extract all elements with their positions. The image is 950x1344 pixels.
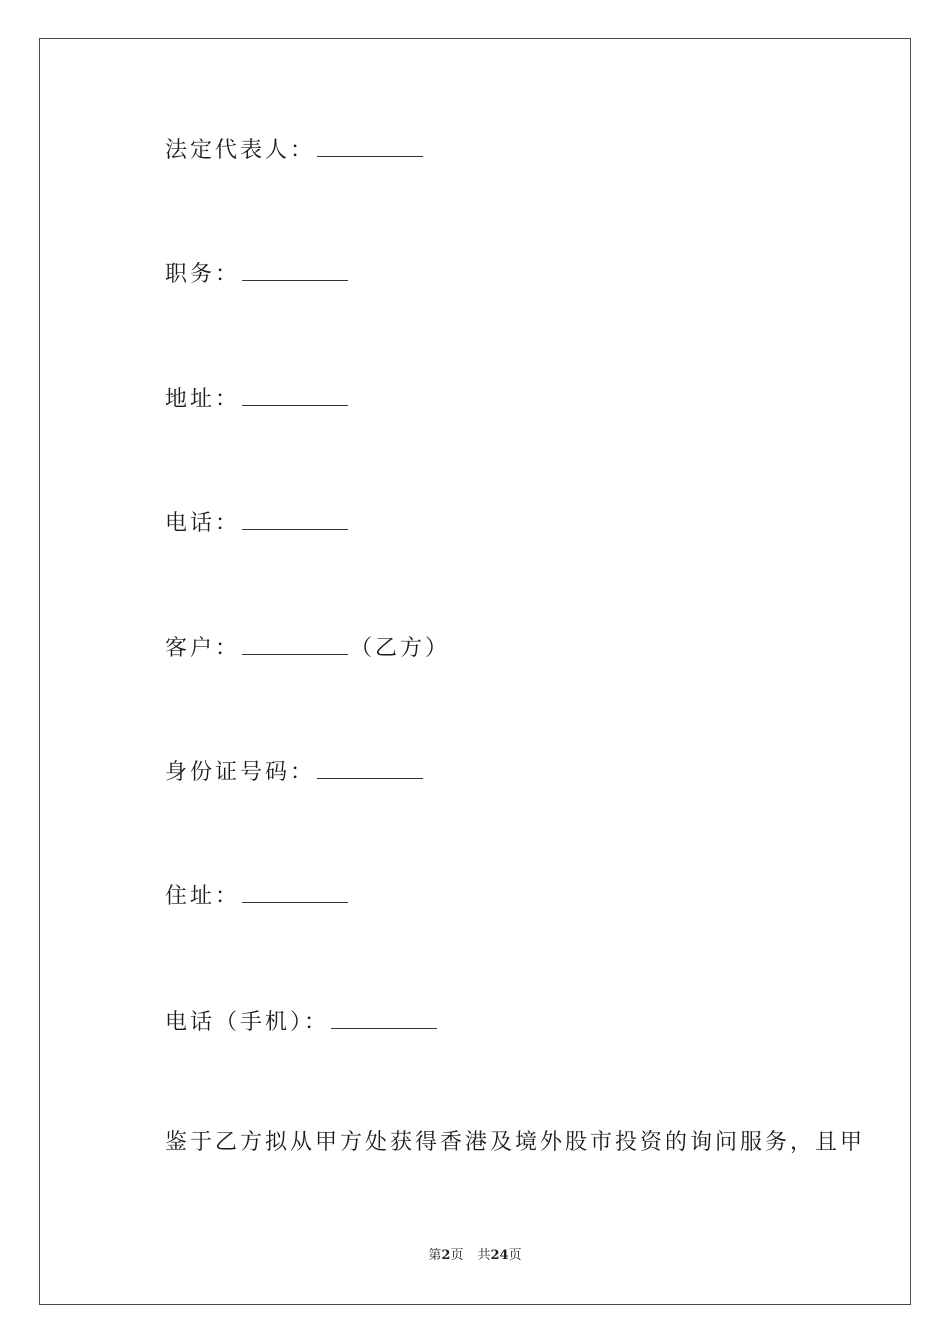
blank-line — [242, 385, 348, 406]
blank-line — [242, 260, 348, 281]
field-label: 客户： — [165, 636, 241, 661]
field-label: 地址： — [165, 387, 241, 412]
footer-total-prefix: 共 — [477, 1248, 491, 1263]
body-paragraph: 鉴于乙方拟从甲方处获得香港及境外股市投资的询问服务，且甲 — [165, 1130, 866, 1155]
footer-prefix: 第 — [428, 1248, 442, 1263]
footer-page-number: 2 — [441, 1248, 451, 1263]
field-residence — [165, 882, 350, 912]
blank-line — [242, 882, 348, 903]
page-footer — [0, 1247, 950, 1265]
blank-line — [242, 634, 348, 655]
field-label: 法定代表人： — [165, 138, 316, 163]
page-border — [39, 38, 911, 1305]
field-id-number — [165, 758, 425, 788]
field-position — [165, 260, 350, 290]
field-mobile — [165, 1008, 439, 1038]
field-legal-representative — [165, 136, 425, 166]
footer-total-pages: 24 — [490, 1248, 509, 1263]
field-address — [165, 385, 350, 415]
field-label: 电话： — [165, 511, 241, 536]
field-phone — [165, 509, 350, 539]
footer-total-unit: 页 — [508, 1248, 522, 1263]
field-client — [165, 634, 450, 664]
field-label: 住址： — [165, 884, 241, 909]
field-label: 身份证号码： — [165, 760, 316, 785]
blank-line — [317, 136, 423, 157]
field-label: 电话（手机）： — [165, 1010, 330, 1035]
footer-page-unit: 页 — [450, 1248, 464, 1263]
blank-line — [331, 1008, 437, 1029]
blank-line — [242, 509, 348, 530]
field-label: 职务： — [165, 262, 241, 287]
blank-line — [317, 758, 423, 779]
field-suffix: （乙方） — [350, 636, 451, 661]
